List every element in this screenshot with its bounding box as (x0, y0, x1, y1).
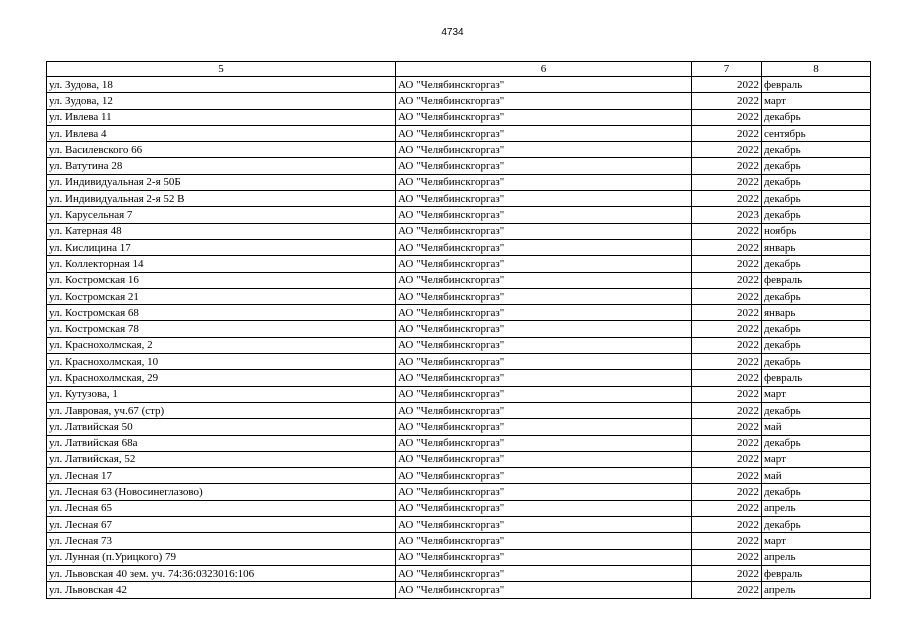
table-row (47, 207, 871, 223)
address-cell: ул. Карусельная 7 (47, 207, 396, 223)
address-cell: ул. Костромская 78 (47, 321, 396, 337)
year-cell: 2022 (692, 582, 762, 598)
table-row (47, 125, 871, 141)
address-cell: ул. Краснохолмская, 2 (47, 337, 396, 353)
month-cell: май (762, 468, 871, 484)
address-cell: ул. Ивлева 4 (47, 125, 396, 141)
address-cell: ул. Краснохолмская, 29 (47, 370, 396, 386)
month-cell: декабрь (762, 142, 871, 158)
table-row (47, 305, 871, 321)
address-cell: ул. Лавровая, уч.67 (стр) (47, 402, 396, 418)
organization-cell: АО "Челябинскгоргаз" (396, 565, 692, 581)
year-cell: 2022 (692, 549, 762, 565)
year-cell: 2022 (692, 451, 762, 467)
year-cell: 2022 (692, 484, 762, 500)
month-cell: декабрь (762, 288, 871, 304)
address-cell: ул. Лесная 17 (47, 468, 396, 484)
year-cell: 2022 (692, 419, 762, 435)
month-cell: декабрь (762, 256, 871, 272)
table-row (47, 337, 871, 353)
address-cell: ул. Львовская 42 (47, 582, 396, 598)
year-cell: 2022 (692, 142, 762, 158)
table-row (47, 272, 871, 288)
address-cell: ул. Костромская 21 (47, 288, 396, 304)
organization-cell: АО "Челябинскгоргаз" (396, 402, 692, 418)
address-cell: ул. Индивидуальная 2-я 52 В (47, 191, 396, 207)
year-cell: 2022 (692, 565, 762, 581)
table-body (47, 77, 871, 599)
organization-cell: АО "Челябинскгоргаз" (396, 239, 692, 255)
year-cell: 2022 (692, 354, 762, 370)
year-cell: 2022 (692, 517, 762, 533)
organization-cell: АО "Челябинскгоргаз" (396, 223, 692, 239)
table-row (47, 256, 871, 272)
year-cell: 2022 (692, 370, 762, 386)
organization-cell: АО "Челябинскгоргаз" (396, 109, 692, 125)
organization-cell: АО "Челябинскгоргаз" (396, 451, 692, 467)
table-row (47, 142, 871, 158)
organization-cell: АО "Челябинскгоргаз" (396, 386, 692, 402)
address-cell: ул. Латвийская 50 (47, 419, 396, 435)
month-cell: сентябрь (762, 125, 871, 141)
organization-cell: АО "Челябинскгоргаз" (396, 484, 692, 500)
month-cell: март (762, 93, 871, 109)
month-cell: февраль (762, 77, 871, 93)
year-cell: 2022 (692, 223, 762, 239)
table-row (47, 517, 871, 533)
table-row (47, 239, 871, 255)
organization-cell: АО "Челябинскгоргаз" (396, 207, 692, 223)
header-cell-col7: 7 (692, 62, 762, 77)
month-cell: декабрь (762, 207, 871, 223)
month-cell: декабрь (762, 321, 871, 337)
organization-cell: АО "Челябинскгоргаз" (396, 582, 692, 598)
year-cell: 2022 (692, 191, 762, 207)
table-row (47, 158, 871, 174)
address-cell: ул. Латвийская, 52 (47, 451, 396, 467)
month-cell: декабрь (762, 435, 871, 451)
header-cell-col8: 8 (762, 62, 871, 77)
month-cell: декабрь (762, 402, 871, 418)
organization-cell: АО "Челябинскгоргаз" (396, 158, 692, 174)
year-cell: 2022 (692, 93, 762, 109)
month-cell: декабрь (762, 109, 871, 125)
organization-cell: АО "Челябинскгоргаз" (396, 533, 692, 549)
organization-cell: АО "Челябинскгоргаз" (396, 305, 692, 321)
table-row (47, 191, 871, 207)
header-cell-col6: 6 (396, 62, 692, 77)
month-cell: ноябрь (762, 223, 871, 239)
organization-cell: АО "Челябинскгоргаз" (396, 500, 692, 516)
address-cell: ул. Львовская 40 зем. уч. 74:36:0323016:106 (47, 565, 396, 581)
address-cell: ул. Лесная 67 (47, 517, 396, 533)
month-cell: март (762, 533, 871, 549)
address-cell: ул. Зудова, 12 (47, 93, 396, 109)
address-cell: ул. Костромская 68 (47, 305, 396, 321)
month-cell: январь (762, 305, 871, 321)
year-cell: 2022 (692, 288, 762, 304)
address-cell: ул. Индивидуальная 2-я 50Б (47, 174, 396, 190)
table-row (47, 354, 871, 370)
month-cell: май (762, 419, 871, 435)
organization-cell: АО "Челябинскгоргаз" (396, 321, 692, 337)
year-cell: 2022 (692, 533, 762, 549)
address-cell: ул. Лесная 65 (47, 500, 396, 516)
year-cell: 2022 (692, 77, 762, 93)
month-cell: декабрь (762, 158, 871, 174)
table-row (47, 500, 871, 516)
table-row (47, 533, 871, 549)
table-row (47, 468, 871, 484)
year-cell: 2022 (692, 337, 762, 353)
page-number: 4734 (441, 27, 464, 38)
organization-cell: АО "Челябинскгоргаз" (396, 419, 692, 435)
month-cell: декабрь (762, 354, 871, 370)
organization-cell: АО "Челябинскгоргаз" (396, 77, 692, 93)
table-row (47, 288, 871, 304)
year-cell: 2023 (692, 207, 762, 223)
table-row (47, 223, 871, 239)
organization-cell: АО "Челябинскгоргаз" (396, 337, 692, 353)
year-cell: 2022 (692, 402, 762, 418)
table-row (47, 419, 871, 435)
month-cell: февраль (762, 565, 871, 581)
table-row (47, 321, 871, 337)
organization-cell: АО "Челябинскгоргаз" (396, 354, 692, 370)
month-cell: декабрь (762, 484, 871, 500)
month-cell: декабрь (762, 337, 871, 353)
month-cell: декабрь (762, 174, 871, 190)
year-cell: 2022 (692, 468, 762, 484)
organization-cell: АО "Челябинскгоргаз" (396, 191, 692, 207)
organization-cell: АО "Челябинскгоргаз" (396, 256, 692, 272)
organization-cell: АО "Челябинскгоргаз" (396, 125, 692, 141)
month-cell: апрель (762, 582, 871, 598)
year-cell: 2022 (692, 125, 762, 141)
year-cell: 2022 (692, 256, 762, 272)
organization-cell: АО "Челябинскгоргаз" (396, 93, 692, 109)
month-cell: декабрь (762, 191, 871, 207)
organization-cell: АО "Челябинскгоргаз" (396, 435, 692, 451)
table-row (47, 109, 871, 125)
organization-cell: АО "Челябинскгоргаз" (396, 549, 692, 565)
organization-cell: АО "Челябинскгоргаз" (396, 174, 692, 190)
year-cell: 2022 (692, 435, 762, 451)
table-row (47, 565, 871, 581)
header-cell-col5: 5 (47, 62, 396, 77)
year-cell: 2022 (692, 174, 762, 190)
table-row (47, 93, 871, 109)
table-row (47, 77, 871, 93)
organization-cell: АО "Челябинскгоргаз" (396, 468, 692, 484)
organization-cell: АО "Челябинскгоргаз" (396, 272, 692, 288)
address-cell: ул. Василевского 66 (47, 142, 396, 158)
year-cell: 2022 (692, 321, 762, 337)
address-cell: ул. Катерная 48 (47, 223, 396, 239)
year-cell: 2022 (692, 109, 762, 125)
month-cell: апрель (762, 500, 871, 516)
address-cell: ул. Лесная 63 (Новосинеглазово) (47, 484, 396, 500)
month-cell: март (762, 451, 871, 467)
month-cell: декабрь (762, 517, 871, 533)
year-cell: 2022 (692, 158, 762, 174)
year-cell: 2022 (692, 500, 762, 516)
month-cell: январь (762, 239, 871, 255)
address-cell: ул. Костромская 16 (47, 272, 396, 288)
table-row (47, 582, 871, 598)
month-cell: март (762, 386, 871, 402)
table-row (47, 451, 871, 467)
table-row (47, 386, 871, 402)
table-row (47, 370, 871, 386)
table-row (47, 435, 871, 451)
year-cell: 2022 (692, 239, 762, 255)
month-cell: февраль (762, 272, 871, 288)
address-cell: ул. Коллекторная 14 (47, 256, 396, 272)
address-cell: ул. Кутузова, 1 (47, 386, 396, 402)
table-row (47, 484, 871, 500)
address-cell: ул. Лунная (п.Урицкого) 79 (47, 549, 396, 565)
month-cell: апрель (762, 549, 871, 565)
year-cell: 2022 (692, 386, 762, 402)
header-row (47, 62, 871, 77)
organization-cell: АО "Челябинскгоргаз" (396, 517, 692, 533)
organization-cell: АО "Челябинскгоргаз" (396, 370, 692, 386)
address-cell: ул. Ватутина 28 (47, 158, 396, 174)
table-row (47, 549, 871, 565)
table-row (47, 402, 871, 418)
organization-cell: АО "Челябинскгоргаз" (396, 288, 692, 304)
address-cell: ул. Лесная 73 (47, 533, 396, 549)
address-cell: ул. Краснохолмская, 10 (47, 354, 396, 370)
address-cell: ул. Зудова, 18 (47, 77, 396, 93)
address-cell: ул. Кислицина 17 (47, 239, 396, 255)
table-row (47, 174, 871, 190)
gasification-table (46, 61, 871, 599)
organization-cell: АО "Челябинскгоргаз" (396, 142, 692, 158)
address-cell: ул. Латвийская 68а (47, 435, 396, 451)
address-cell: ул. Ивлева 11 (47, 109, 396, 125)
year-cell: 2022 (692, 305, 762, 321)
year-cell: 2022 (692, 272, 762, 288)
month-cell: февраль (762, 370, 871, 386)
